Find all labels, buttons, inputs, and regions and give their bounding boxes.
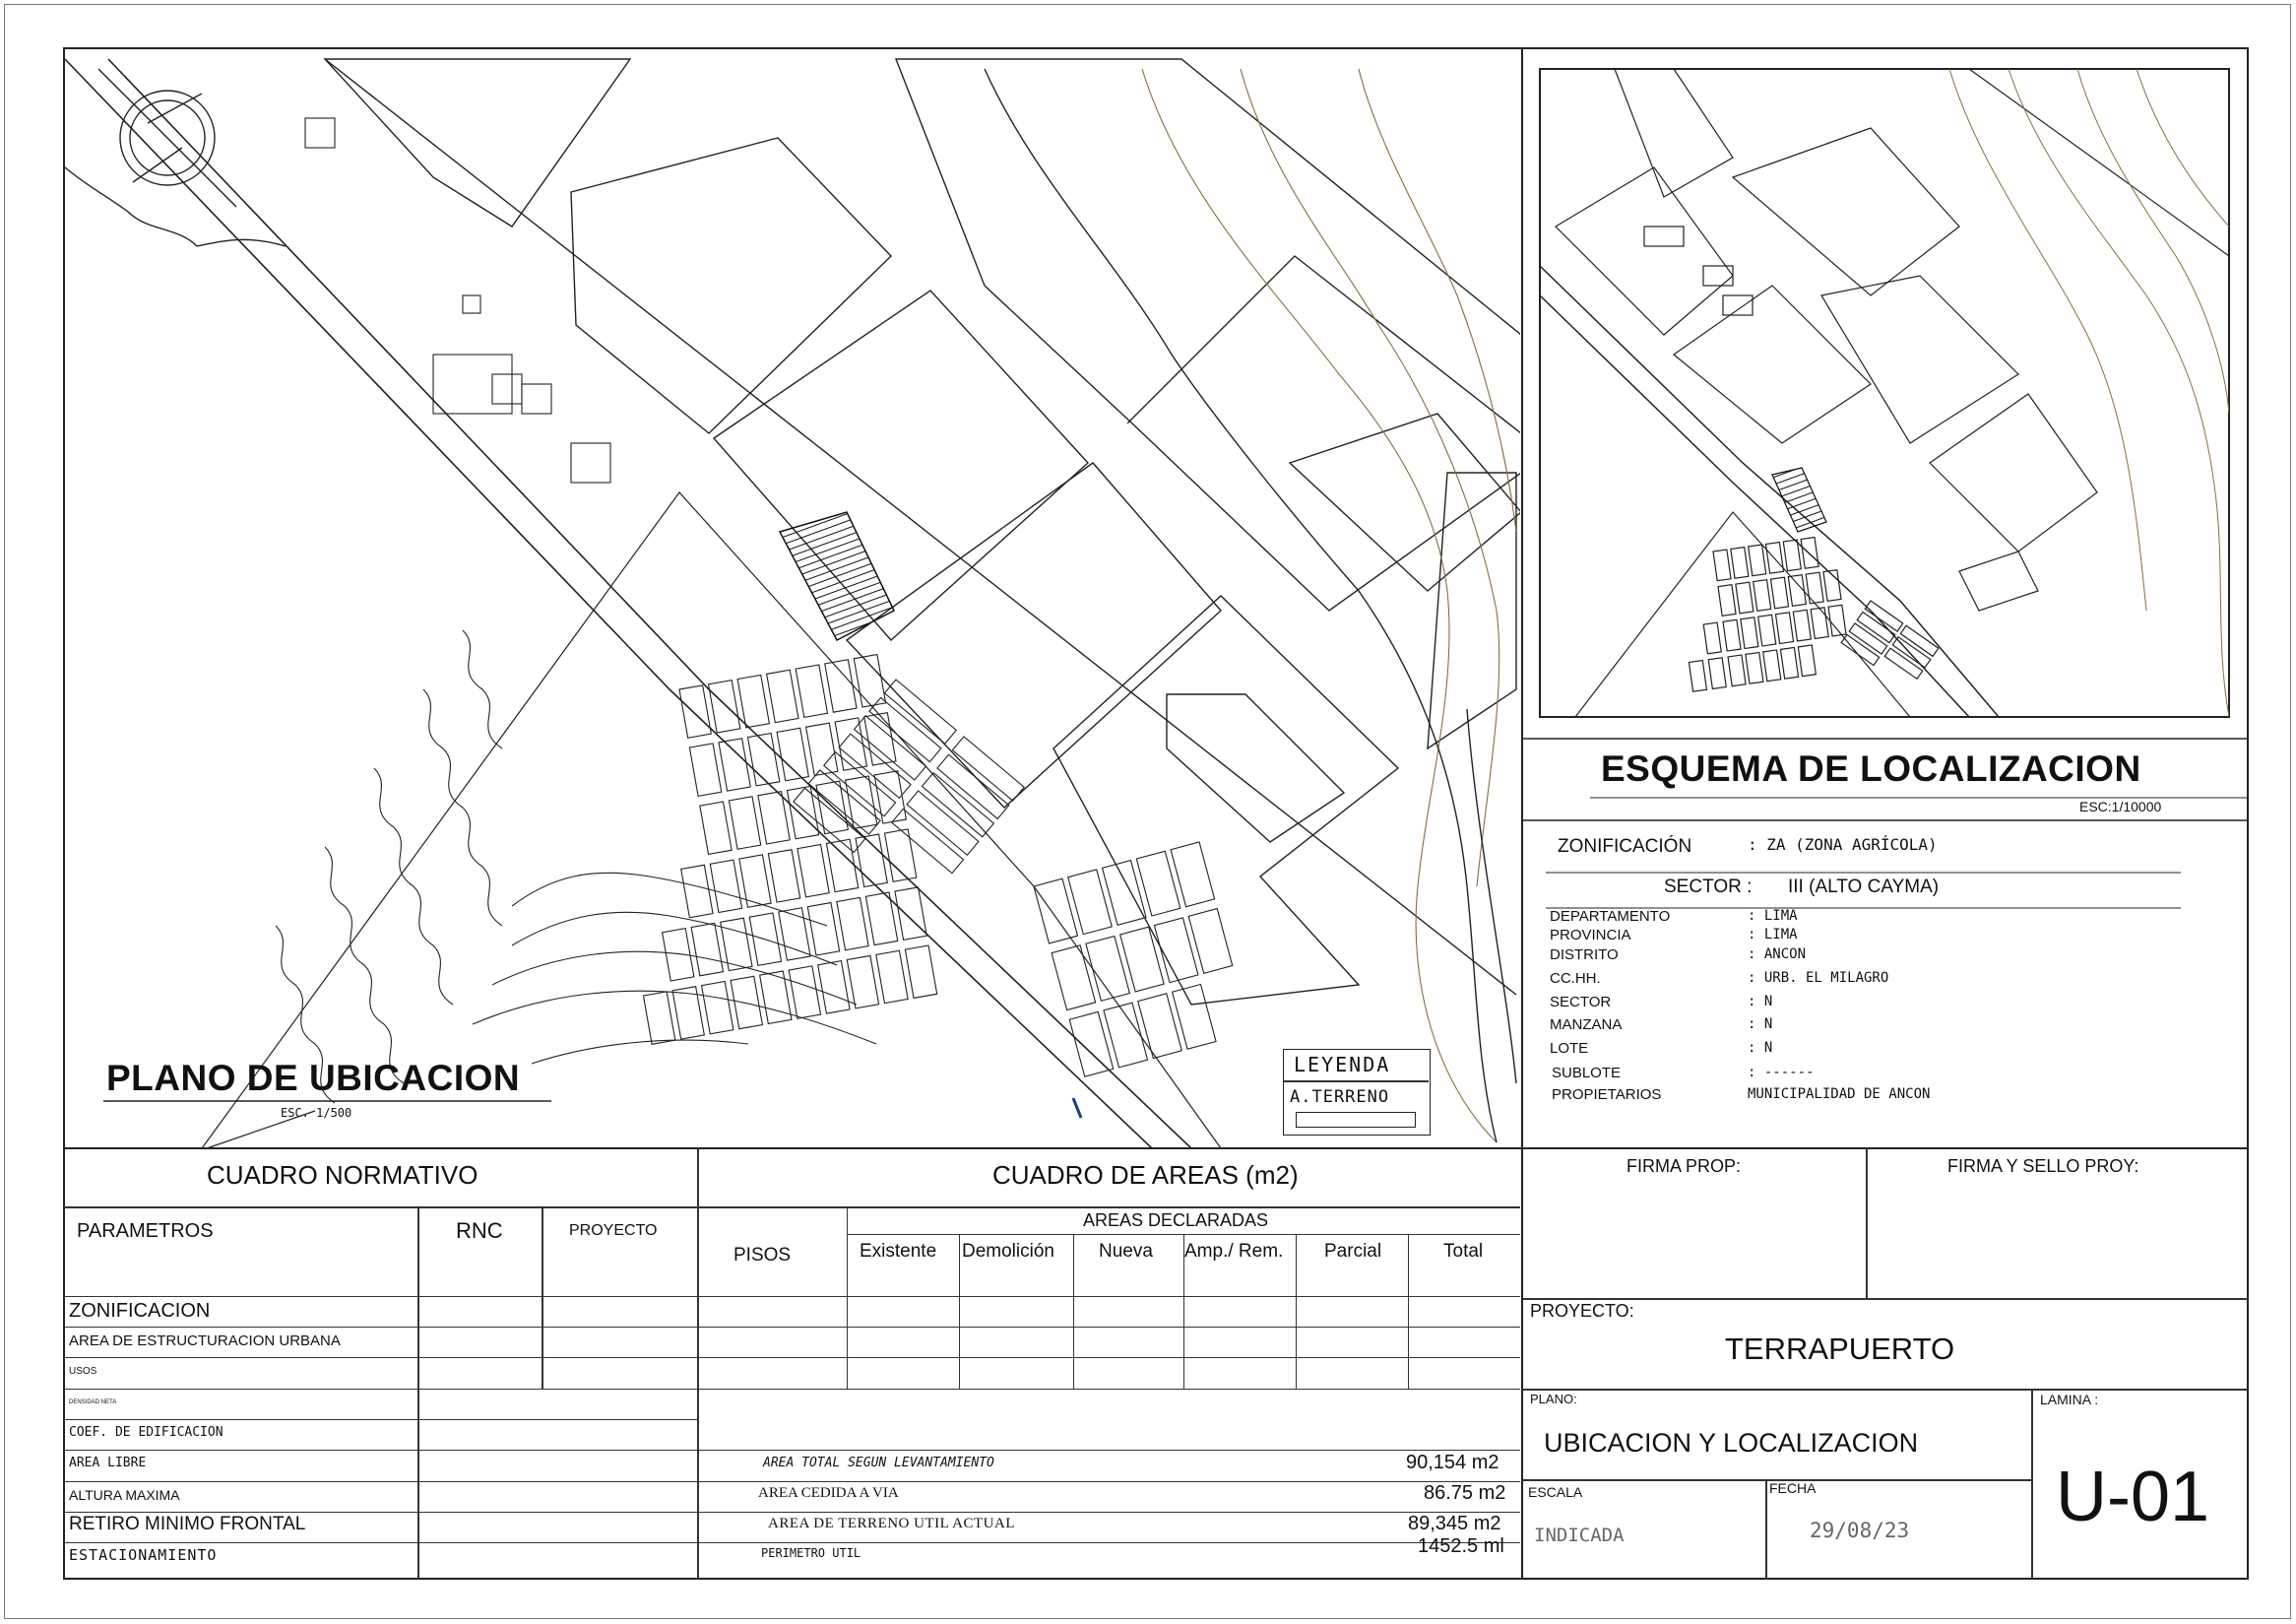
lamina-value: U-01 (2056, 1458, 2210, 1536)
leyenda-box (1283, 1049, 1431, 1136)
firma-prop-label: FIRMA PROP: (1626, 1156, 1742, 1176)
col-demolicion: Demolición (962, 1241, 1054, 1262)
sector-label: SECTOR : (1664, 877, 1753, 897)
param-row: AREA DE ESTRUCTURACION URBANA (69, 1332, 341, 1349)
datos-value: : ANCON (1748, 946, 1807, 962)
param-row: ZONIFICACION (69, 1300, 211, 1322)
datos-label: SECTOR (1550, 994, 1612, 1010)
param-row: RETIRO MINIMO FRONTAL (69, 1514, 306, 1534)
area-cedida-value: 86.75 m2 (1424, 1482, 1506, 1504)
datos-label: DISTRITO (1550, 946, 1619, 963)
datos-value: : URB. EL MILAGRO (1748, 970, 1889, 986)
perimetro-label: PERIMETRO UTIL (761, 1546, 861, 1560)
param-row: USOS (69, 1366, 97, 1377)
escala-value: INDICADA (1534, 1525, 1625, 1546)
datos-label: DEPARTAMENTO (1550, 908, 1671, 925)
sector-value: III (ALTO CAYMA) (1788, 877, 1940, 897)
plano-ubicacion-title: PLANO DE UBICACION (106, 1058, 521, 1098)
zonificacion-value: : ZA (ZONA AGRÍCOLA) (1748, 835, 1938, 854)
datos-label: LOTE (1550, 1040, 1589, 1057)
datos-value: : N (1748, 1040, 1773, 1056)
col-parametros: PARAMETROS (77, 1220, 214, 1242)
esquema-terreno-hatch (1772, 468, 1826, 532)
area-total-label: AREA TOTAL SEGUN LEVANTAMIENTO (763, 1456, 994, 1470)
datos-value: : ------ (1748, 1065, 1815, 1080)
escala-label: ESCALA (1528, 1484, 1583, 1500)
datos-label: CC.HH. (1550, 970, 1601, 987)
col-nueva: Nueva (1099, 1241, 1153, 1262)
col-proyecto: PROYECTO (569, 1222, 658, 1239)
areas-declaradas-header: AREAS DECLARADAS (1083, 1210, 1269, 1230)
param-row: ALTURA MAXIMA (69, 1487, 180, 1503)
firma-proy-label: FIRMA Y SELLO PROY: (1947, 1156, 2139, 1176)
col-rnc: RNC (456, 1218, 503, 1243)
datos-value: : N (1748, 1016, 1773, 1032)
datos-value: : LIMA (1748, 927, 1798, 942)
cuadro-normativo-title: CUADRO NORMATIVO (207, 1160, 478, 1190)
perimetro-value: 1452.5 ml (1418, 1535, 1504, 1557)
proyecto-label: PROYECTO: (1530, 1301, 1634, 1321)
param-row: AREA LIBRE (69, 1456, 147, 1470)
leyenda-title: LEYENDA (1294, 1053, 1391, 1076)
fecha-label: FECHA (1769, 1480, 1817, 1496)
col-pisos: PISOS (733, 1245, 792, 1266)
datos-label: PROPIETARIOS (1552, 1086, 1662, 1103)
fecha-value: 29/08/23 (1810, 1519, 1910, 1542)
lamina-label: LAMINA : (2040, 1392, 2099, 1407)
col-existente: Existente (860, 1241, 937, 1262)
plano-ubicacion-escala: ESC. 1/500 (281, 1106, 352, 1120)
esquema-escala: ESC:1/10000 (2079, 799, 2162, 814)
area-util-label: AREA DE TERRENO UTIL ACTUAL (768, 1516, 1015, 1531)
leyenda-item: A.TERRENO (1290, 1087, 1390, 1107)
col-amp-rem: Amp./ Rem. (1184, 1241, 1284, 1262)
param-row: COEF. DE EDIFICACION (69, 1425, 223, 1440)
param-row: ESTACIONAMIENTO (69, 1546, 218, 1564)
zonificacion-label: ZONIFICACIÓN (1558, 836, 1692, 857)
datos-value: : LIMA (1748, 908, 1798, 924)
terreno-hatch (780, 512, 894, 640)
area-cedida-label: AREA CEDIDA A VIA (758, 1485, 899, 1501)
col-total: Total (1443, 1241, 1484, 1262)
esquema-title: ESQUEMA DE LOCALIZACION (1601, 748, 2141, 789)
proyecto-value: TERRAPUERTO (1725, 1332, 1955, 1366)
param-row: DENSIDAD NETA (69, 1399, 117, 1405)
col-parcial: Parcial (1324, 1241, 1382, 1262)
area-total-value: 90,154 m2 (1406, 1452, 1499, 1473)
datos-value: : N (1748, 994, 1773, 1009)
datos-label: SUBLOTE (1552, 1065, 1622, 1081)
datos-label: MANZANA (1550, 1016, 1623, 1033)
area-util-value: 89,345 m2 (1408, 1513, 1501, 1534)
datos-label: PROVINCIA (1550, 927, 1631, 943)
cuadro-areas-title: CUADRO DE AREAS (m2) (992, 1160, 1299, 1190)
datos-value: MUNICIPALIDAD DE ANCON (1748, 1086, 1931, 1102)
plano-value: UBICACION Y LOCALIZACION (1544, 1428, 1919, 1458)
plano-label: PLANO: (1530, 1392, 1577, 1406)
